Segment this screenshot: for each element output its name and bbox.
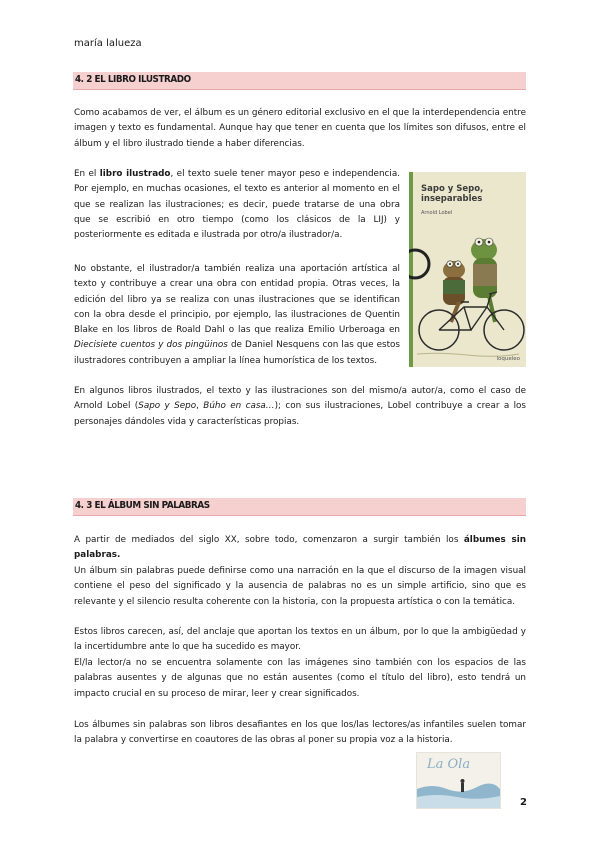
cover-author: Arnold Lobel bbox=[421, 210, 453, 216]
la-ola-book-image bbox=[416, 752, 501, 809]
paragraph-definicion: Un álbum sin palabras puede definirse como una narración en la que el discurso de la imagen visual contiene el peso del significado y la ausencia de palabras no es un simple artificio, sino que es relevante y el silencio resulta coherente con la historia, con la propuesta artística o con la temática. bbox=[74, 566, 526, 607]
paragraph-libro-ilustrado: En el libro ilustrado, el texto suele tener mayor peso e independencia. Por ejemplo, en muchas ocasiones, el texto es anterior al momento en el que se realizan las ilustraciones; es decir, puede tratarse de una obra que se escribió en otro tiempo (como los clásicos de la LIJ) y posteriormente es editada e ilustrada por otro/a ilustrador/a. bbox=[74, 169, 401, 241]
wave-beach-illustration bbox=[417, 753, 500, 808]
page-number: 2 bbox=[520, 797, 527, 808]
paragraph-desafiantes: Los álbumes sin palabras son libros desafiantes en los que los/las lectores/as infantiles suelen tomar la palabra y convertirse en coautores de las obras al poner su propia voz a la historia. bbox=[74, 720, 526, 746]
book-cover-image bbox=[409, 172, 526, 367]
paragraph-intro: Como acabamos de ver, el álbum es un género editorial exclusivo en el que la interdependencia entre imagen y texto es fundamental. Aunque hay que tener en cuenta que los límites son difusos, entre el álbum y el libro ilustrado tiende a haber diferencias. bbox=[74, 108, 526, 149]
thumb-title: La Ola bbox=[427, 757, 471, 772]
paragraph-ilustrador: No obstante, el ilustrador/a también realiza una aportación artística al texto y contribuye a crear una obra con entidad propia. Otras veces, la edición del libro ya se realiza con unas ilustraciones que se identifican con la obra desde el principio, por ejemplo, las ilustraciones de Quentin Blake en los libros de Roald Dahl o las que realiza Emilio Urberoaga en Diecisiete cuentos y dos pingüinos de Daniel Nesquens con las que estos ilustradores contribuyen a ampliar la línea humorística de los textos. bbox=[74, 264, 401, 366]
bold-term: libro ilustrado bbox=[99, 169, 171, 179]
paragraph-lector: El/la lector/a no se encuentra solamente con las imágenes sino también con los espacios de las palabras ausentes y de algunas que no están ausentes (como el título del libro), esto tendrá un impacto crucial en su proceso de mirar, leer y crear significados. bbox=[74, 658, 526, 699]
cover-title: Sapo y Sepo, inseparables bbox=[421, 184, 484, 204]
cover-publisher: loqueleo bbox=[496, 356, 520, 362]
section-heading-album-sin-palabras bbox=[73, 498, 526, 516]
section-heading-libro-ilustrado bbox=[73, 72, 526, 90]
book-title-italic: Diecisiete cuentos y dos pingüinos bbox=[74, 340, 228, 351]
paragraph-anclaje: Estos libros carecen, así, del anclaje que aportan los textos en un álbum, por lo que la ambigüedad y la incertidumbre ante lo que ha sucedido es mayor. bbox=[74, 627, 526, 653]
frog-and-toad-bicycle-illustration bbox=[409, 172, 526, 367]
author-name: maría lalueza bbox=[74, 38, 142, 49]
paragraph-mismo-autor: En algunos libros ilustrados, el texto y las ilustraciones son del mismo/a autor/a, como el caso de Arnold Lobel (Sapo y Sepo, Búho en casa…); con sus ilustraciones, Lobel contribuye a crear a los personajes dándoles vida y características propias. bbox=[74, 386, 527, 427]
bold-term: álbumes sin palabras. bbox=[74, 535, 526, 561]
paragraph-mediados-siglo: A partir de mediados del siglo XX, sobre todo, comenzaron a surgir también los álbumes sin palabras. bbox=[74, 535, 526, 561]
section-title: 4. 3 EL ÁLBUM SIN PALABRAS bbox=[75, 500, 210, 511]
section-title: 4. 2 EL LIBRO ILUSTRADO bbox=[75, 74, 191, 85]
